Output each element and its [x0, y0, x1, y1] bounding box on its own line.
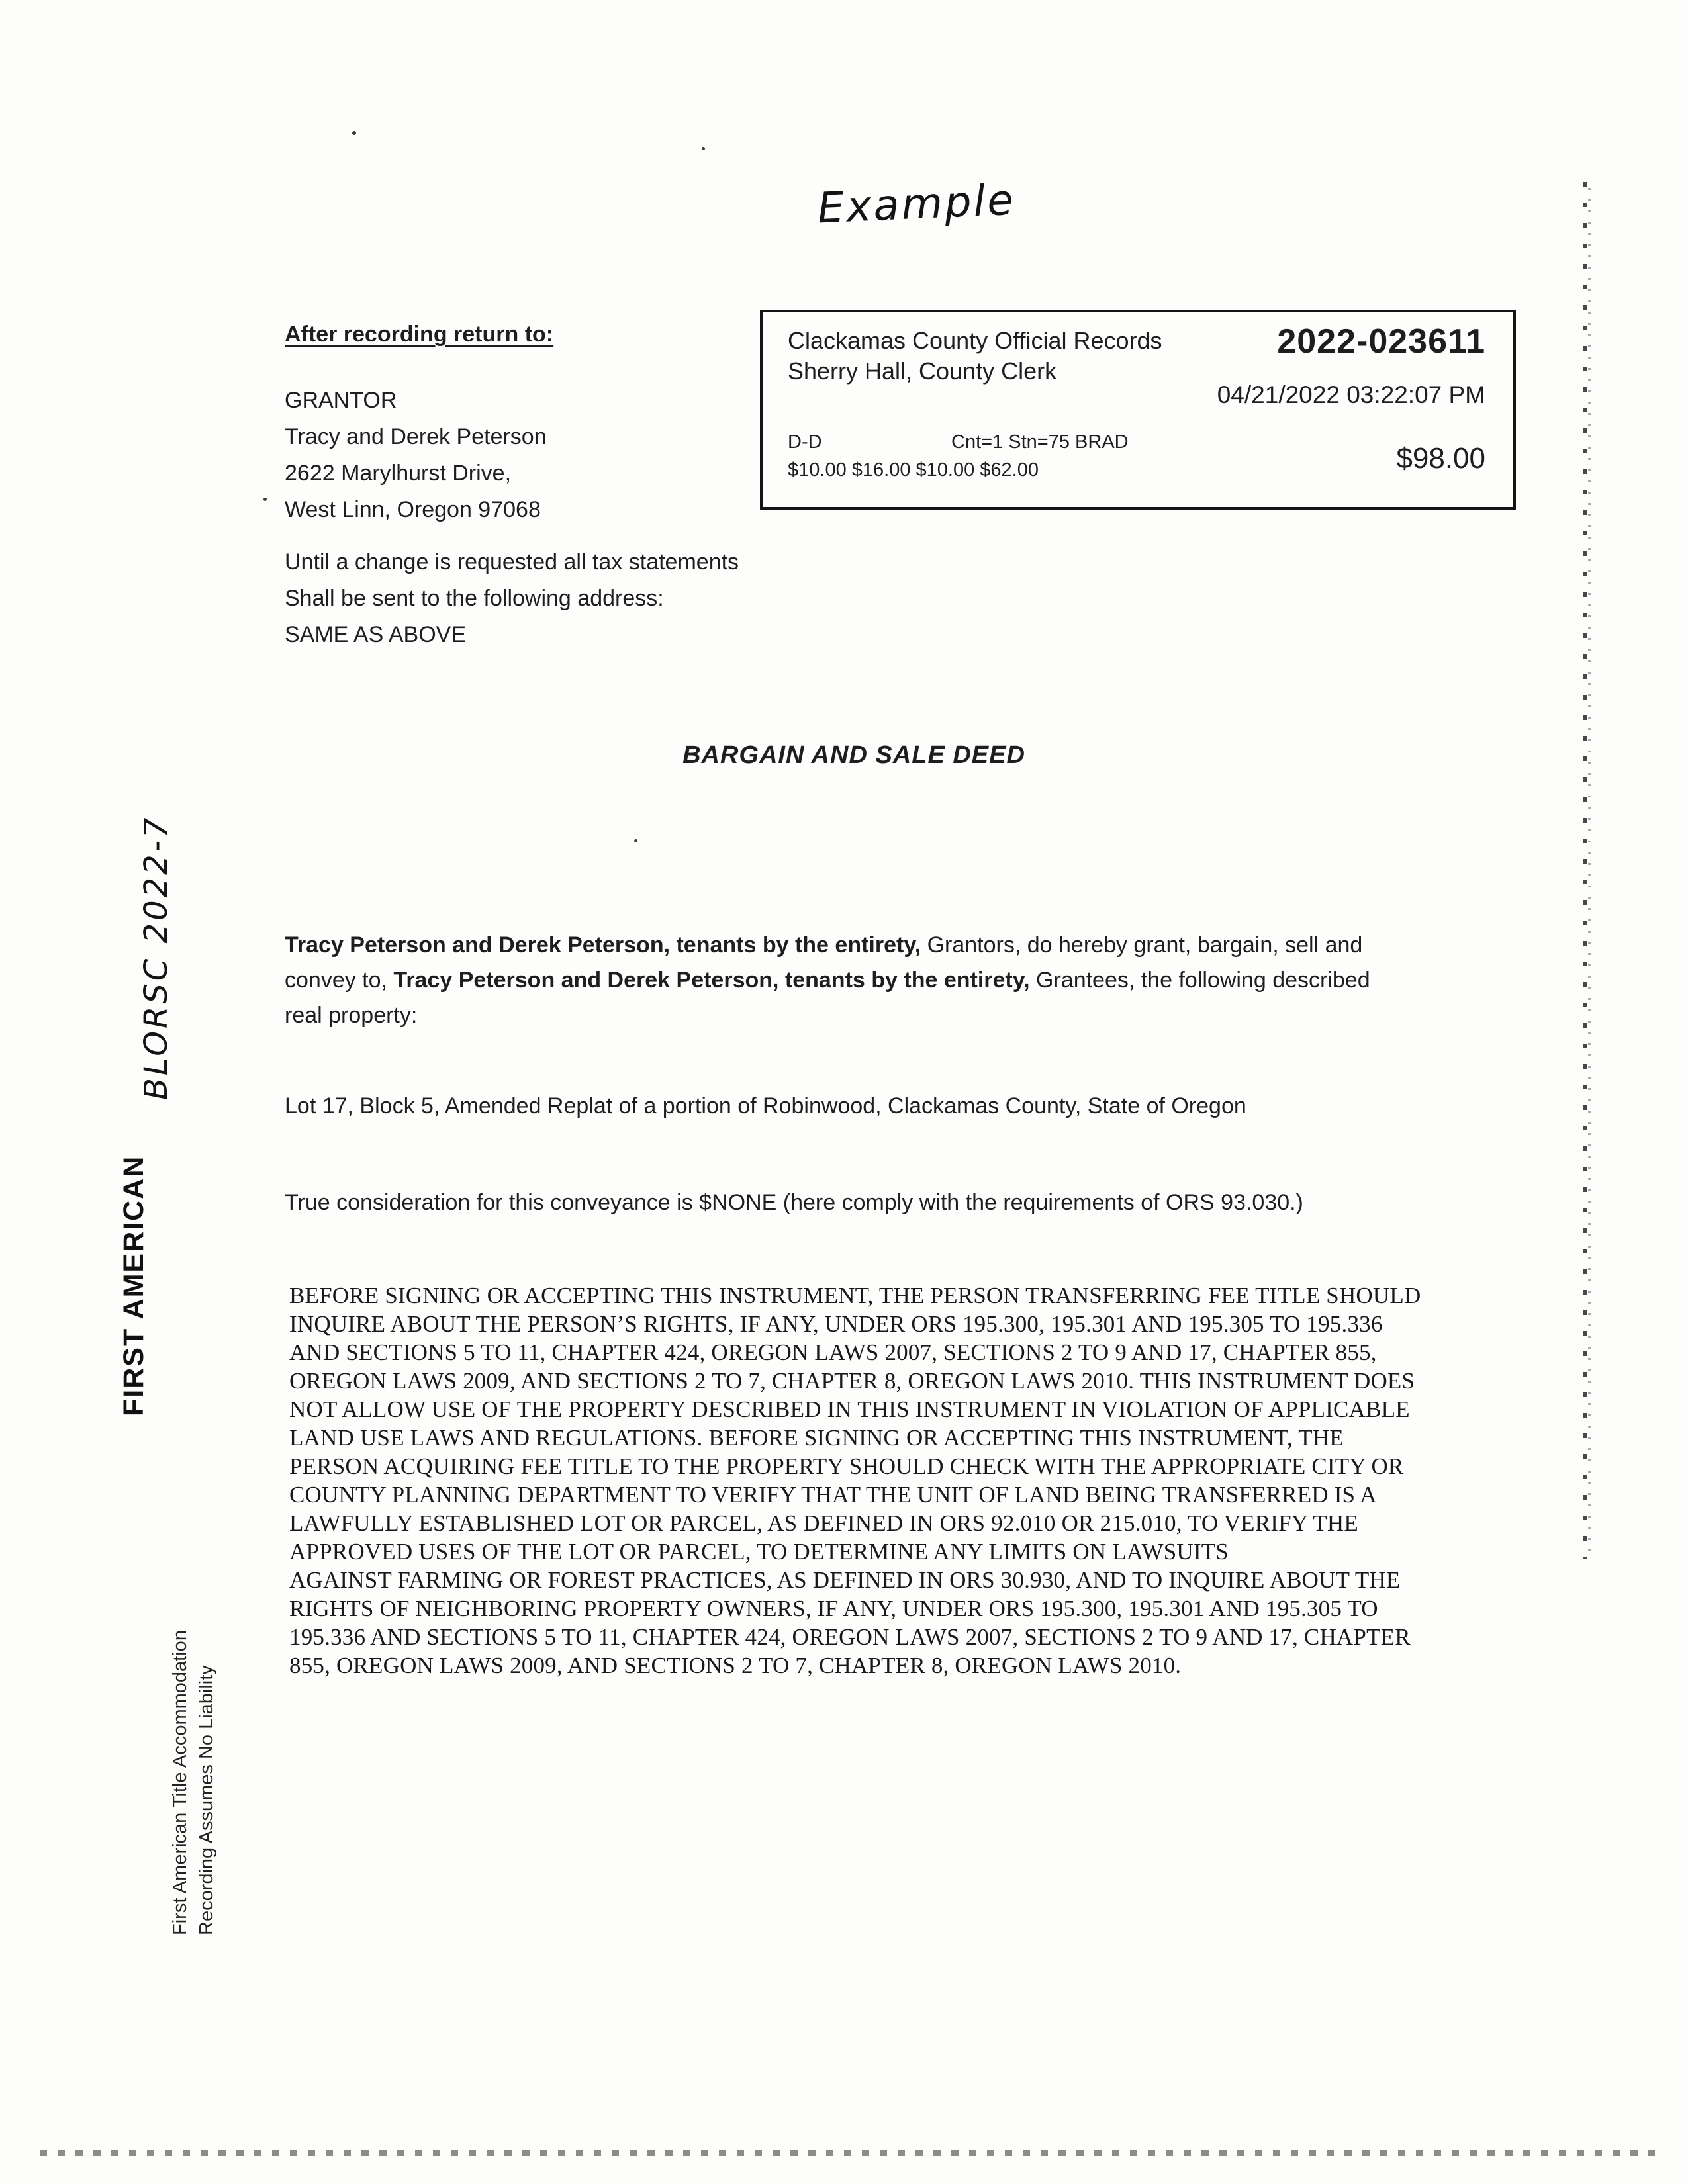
granting-text: Grantors, do hereby grant, bargain, sell and convey to,: [285, 933, 1363, 993]
return-address-line: GRANTOR: [285, 388, 397, 413]
accommodation-disclaimer: [167, 1630, 220, 1935]
recording-datetime: 04/21/2022 03:22:07 PM: [1217, 381, 1485, 408]
recording-office-line2: Sherry Hall, County Clerk: [788, 357, 1057, 385]
tax-statement-line: Shall be sent to the following address:: [285, 586, 664, 611]
statutory-notice: [289, 1281, 1434, 1680]
scan-speck: [263, 498, 267, 501]
scan-speck: [352, 131, 356, 135]
return-address-line: West Linn, Oregon 97068: [285, 497, 541, 522]
scanner-noise-bottom-edge: [40, 2150, 1655, 2156]
scan-speck: [634, 839, 637, 842]
legal-description: Lot 17, Block 5, Amended Replat of a portion of Robinwood, Clackamas County, State of Oregon: [285, 1093, 1246, 1118]
granting-text-end: Grantees, the following described real property:: [285, 968, 1370, 1028]
first-american-vertical-label: FIRST AMERICAN: [118, 1155, 150, 1416]
return-address-heading: After recording return to:: [285, 322, 554, 347]
grantee-names: Tracy Peterson and Derek Peterson, tenants by the entirety,: [393, 968, 1037, 993]
disclaimer-line: First American Title Accommodation: [169, 1630, 191, 1935]
example-handwritten-annotation: Example: [816, 175, 1017, 234]
recording-office-line1: Clackamas County Official Records: [788, 327, 1162, 354]
granting-clause: [285, 928, 1403, 1033]
total-fee: $98.00: [1396, 442, 1485, 475]
tax-statement-block: [285, 544, 739, 653]
scan-speck: [702, 147, 705, 150]
return-address-line: 2622 Marylhurst Drive,: [285, 461, 512, 486]
grantor-names: Tracy Peterson and Derek Peterson, tenants by the entirety,: [285, 933, 927, 958]
tax-statement-line: SAME AS ABOVE: [285, 622, 467, 647]
document-number: 2022-023611: [1277, 322, 1485, 361]
deed-title: BARGAIN AND SALE DEED: [682, 741, 1025, 769]
return-address-block: [285, 383, 547, 528]
tax-statement-line: Until a change is requested all tax statements: [285, 549, 739, 574]
statutory-notice-paragraph: BEFORE SIGNING OR ACCEPTING THIS INSTRUMENT, THE PERSON TRANSFERRING FEE TITLE SHOULD INQUIRE ABOUT THE PERSON’S RIGHTS, IF ANY, UNDER ORS 195.300, 195.301 AND 195.305 TO 195.336 AND SECTIONS 5 TO 11, CHAPTER 424, OREGON LAWS 2007, SECTIONS 2 TO 9 AND 17, CHAPTER 855, OREGON LAWS 2009, AND SECTIONS 2 TO 7, CHAPTER 8, OREGON LAWS 2010. THIS INSTRUMENT DOES NOT ALLOW USE OF THE PROPERTY DESCRIBED IN THIS INSTRUMENT IN VIOLATION OF APPLICABLE LAND USE LAWS AND REGULATIONS. BEFORE SIGNING OR ACCEPTING THIS INSTRUMENT, THE PERSON ACQUIRING FEE TITLE TO THE PROPERTY SHOULD CHECK WITH THE APPROPRIATE CITY OR COUNTY PLANNING DEPARTMENT TO VERIFY THAT THE UNIT OF LAND BEING TRANSFERRED IS A LAWFULLY ESTABLISHED LOT OR PARCEL, AS DEFINED IN ORS 92.010 OR 215.010, TO VERIFY THE APPROVED USES OF THE LOT OR PARCEL, TO DETERMINE ANY LIMITS ON LAWSUITS: [289, 1283, 1421, 1565]
scanner-noise-right-edge: [1583, 182, 1591, 1559]
file-number-handwritten: BLORSC 2022-7: [138, 815, 175, 1100]
disclaimer-line: Recording Assumes No Liability: [196, 1665, 217, 1935]
counter-station-info: Cnt=1 Stn=75 BRAD: [951, 432, 1129, 453]
return-address-line: Tracy and Derek Peterson: [285, 424, 547, 449]
statutory-notice-paragraph: AGAINST FARMING OR FOREST PRACTICES, AS DEFINED IN ORS 30.930, AND TO INQUIRE ABOUT THE RIGHTS OF NEIGHBORING PROPERTY OWNERS, IF ANY, UNDER ORS 195.300, 195.301 AND 195.305 TO 195.336 AND SECTIONS 5 TO 11, CHAPTER 424, OREGON LAWS 2007, SECTIONS 2 TO 9 AND 17, CHAPTER 855, OREGON LAWS 2009, AND SECTIONS 2 TO 7, CHAPTER 8, OREGON LAWS 2010.: [289, 1567, 1411, 1678]
fee-breakdown: $10.00 $16.00 $10.00 $62.00: [788, 459, 1039, 480]
doc-type-code: D-D: [788, 432, 822, 453]
recording-stamp-box: [760, 310, 1516, 510]
consideration-statement: True consideration for this conveyance is $NONE (here comply with the requirements of ORS 93.030.): [285, 1190, 1303, 1215]
